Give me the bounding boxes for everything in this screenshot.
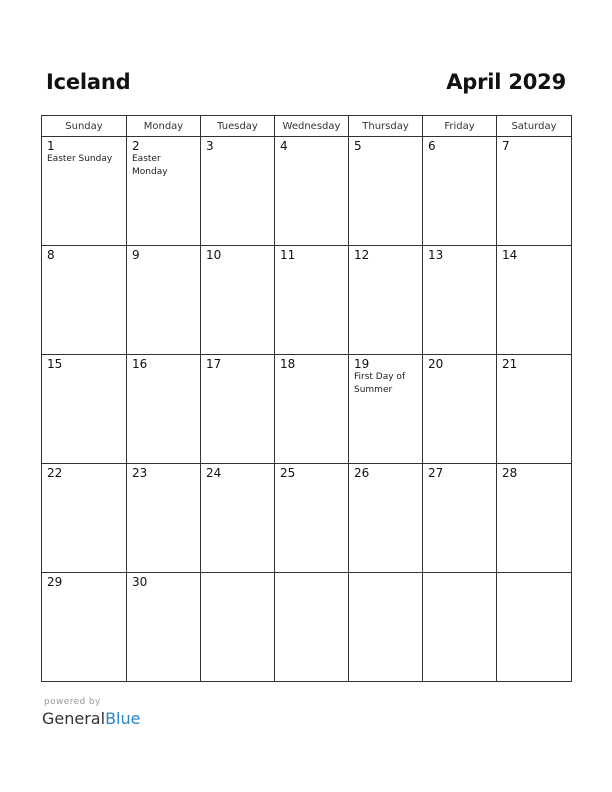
weekday-thursday: Thursday: [349, 116, 423, 137]
country-title: Iceland: [46, 70, 131, 94]
day-number: 25: [280, 466, 296, 480]
day-number: 4: [280, 139, 288, 153]
week-row: [42, 137, 572, 246]
day-cell: [201, 137, 275, 246]
day-number: 11: [280, 248, 296, 262]
day-number: 15: [47, 357, 63, 371]
week-row: [42, 464, 572, 573]
week-row: [42, 355, 572, 464]
day-cell: [42, 355, 127, 464]
weekday-friday: Friday: [423, 116, 497, 137]
day-number: 6: [428, 139, 436, 153]
day-number: 16: [132, 357, 148, 371]
day-number: 8: [47, 248, 55, 262]
day-number: 1: [47, 139, 55, 153]
month-title: April 2029: [446, 70, 566, 94]
weekday-monday: Monday: [127, 116, 201, 137]
weekday-wednesday: Wednesday: [275, 116, 349, 137]
day-number: 30: [132, 575, 148, 589]
day-number: 23: [132, 466, 148, 480]
day-cell: [127, 137, 201, 246]
day-cell: [275, 137, 349, 246]
day-number: 3: [206, 139, 214, 153]
weekday-tuesday: Tuesday: [201, 116, 275, 137]
day-cell: [423, 246, 497, 355]
day-cell: [127, 355, 201, 464]
generalblue-logo: [42, 709, 140, 728]
day-number: 29: [47, 575, 63, 589]
day-cell: [349, 355, 423, 464]
day-cell: [497, 573, 572, 682]
brand-blue: Blue: [105, 709, 141, 728]
weekday-header-row: [42, 116, 572, 137]
day-cell: [275, 246, 349, 355]
day-number: 27: [428, 466, 444, 480]
holiday-label: Easter Monday: [132, 154, 168, 177]
day-number: 21: [502, 357, 518, 371]
day-number: 9: [132, 248, 140, 262]
powered-by-label: powered by: [44, 697, 101, 707]
day-number: 20: [428, 357, 444, 371]
day-number: 24: [206, 466, 222, 480]
week-row: [42, 573, 572, 682]
day-cell: [275, 355, 349, 464]
holiday-label: First Day of Summer: [354, 372, 406, 395]
day-cell: [423, 464, 497, 573]
day-cell: [349, 246, 423, 355]
day-cell: [497, 137, 572, 246]
week-row: [42, 246, 572, 355]
day-cell: [127, 464, 201, 573]
day-number: 14: [502, 248, 518, 262]
day-number: 28: [502, 466, 518, 480]
weekday-sunday: Sunday: [42, 116, 127, 137]
day-number: 5: [354, 139, 362, 153]
day-number: 17: [206, 357, 222, 371]
day-cell: [497, 355, 572, 464]
day-cell: [42, 573, 127, 682]
day-number: 13: [428, 248, 444, 262]
day-cell: [497, 246, 572, 355]
day-cell: [201, 573, 275, 682]
day-number: 7: [502, 139, 510, 153]
day-cell: [42, 464, 127, 573]
day-cell: [201, 355, 275, 464]
day-cell: [42, 137, 127, 246]
day-cell: [349, 573, 423, 682]
day-number: 26: [354, 466, 370, 480]
day-cell: [423, 573, 497, 682]
day-number: 10: [206, 248, 222, 262]
calendar-grid: [41, 115, 572, 682]
day-number: 2: [132, 139, 140, 153]
day-cell: [497, 464, 572, 573]
day-cell: [127, 573, 201, 682]
day-cell: [349, 137, 423, 246]
day-cell: [201, 464, 275, 573]
day-cell: [127, 246, 201, 355]
day-cell: [42, 246, 127, 355]
brand-general: General: [42, 709, 106, 728]
day-cell: [201, 246, 275, 355]
day-number: 22: [47, 466, 63, 480]
day-number: 18: [280, 357, 296, 371]
holiday-label: Easter Sunday: [47, 154, 113, 164]
day-cell: [275, 573, 349, 682]
day-number: 19: [354, 357, 370, 371]
day-cell: [423, 137, 497, 246]
day-number: 12: [354, 248, 370, 262]
day-cell: [423, 355, 497, 464]
weekday-saturday: Saturday: [497, 116, 572, 137]
day-cell: [349, 464, 423, 573]
day-cell: [275, 464, 349, 573]
